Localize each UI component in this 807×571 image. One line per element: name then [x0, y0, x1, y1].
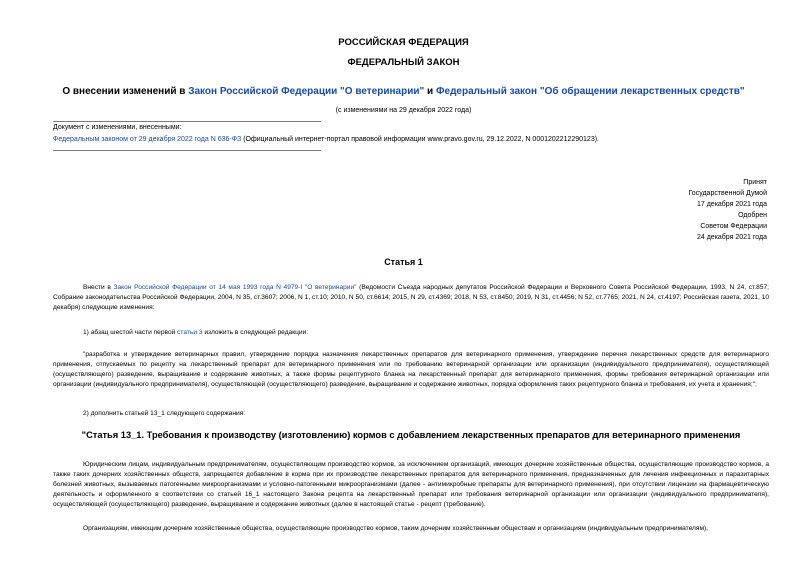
doc-note-line2 — [53, 136, 773, 143]
quoted-paragraph: "разработка и утверждение ветеринарных правил, утверждение порядка назначения лекарственных препаратов для ветеринарного применения, утверждение перечня лекарственных средств для ветеринарного применения, отпускаемых по рецепту на лекарственный препарат для ветеринарного применения или по требованию ветеринарной организации или организации (индивидуального предпринимателя), осуществляющей (осуществляющего) разведение, выращивание и содержание животных, а также формы рецептурного бланка на лекарственный препарат для ветеринарного применения, формы требования ветеринарной организации или организации (индивидуального предпринимателя), осуществляющей (осуществляющего) разведение, выращивание и содержание животных, порядка оформления таких рецептурного бланка и требования, их учета и хранения;"; — [53, 351, 769, 388]
intro-post: (Ведомости Съезда народных депутатов Российской Федерации и Верховного Совета Российской Федерации, 1993, N 24, ст.857; Собрание законодательства Российской Федерации, 2004, N 35, ст.3607; 2006, N 1, ст.10; 2010, N 50, ст.6614; 2015, N 29, ст.4369; 2018, N 53, ст.8450; 2019, N 31, ст.4456; N 52, ст.7765; 2021, N 24, ст.4197; Российская газета, 2021, 10 декабря) следующие изменения: — [53, 284, 770, 311]
divider-top — [53, 121, 321, 122]
adoption-block — [688, 177, 767, 243]
amending-law-link[interactable]: Федеральным законом от 29 декабря 2022 года N 636-ФЗ — [53, 136, 242, 143]
accepted-by: Государственной Думой — [688, 190, 767, 197]
law-title — [0, 86, 807, 97]
article-13-1-paragraph-1: Юридическим лицам, индивидуальным предпринимателям, осуществляющим производство кормов, за исключением организаций, имеющих дочерние хозяйственные общества, осуществляющие производство кормов, а также таких дочерних хозяйственных обществ, запрещается добавление в корма при их производстве лекарственных препаратов для ветеринарного применения, предназначенных для лечения инфекционных и паразитарных болезней животных, вызываемых патогенными микроорганизмами и условно-патогенными микроорганизмами (далее - антимикробные препараты для ветеринарного применения), при отсутствии лицензии на фармацевтическую деятельность и оформленного в соответствии со статьей 16_1 настоящего Закона рецепта на лекарственный препарат или требования ветеринарной организации или организации (индивидуального предпринимателя), осуществляющей (осуществляющего) разведение, выращивание и содержание животных (далее в настоящей статье - рецепт (требование). — [53, 461, 769, 508]
accepted-date: 17 декабря 2021 года — [696, 201, 767, 208]
accepted-label: Принят — [743, 179, 767, 186]
approved-label: Одобрен — [738, 212, 767, 219]
item-1 — [53, 328, 769, 338]
article-1-title: Статья 1 — [384, 257, 423, 267]
veterinary-law-link[interactable]: Закон Российской Федерации от 14 мая 1993 года N 4979-I "О ветеринарии" — [113, 284, 357, 291]
article-1-intro — [53, 283, 769, 313]
approved-by: Советом Федерации — [700, 223, 767, 230]
doc-note-line1: Документ с изменениями, внесенными: — [53, 124, 182, 131]
article-13-1-paragraph-2: Организациям, имеющим дочерние хозяйственные общества, осуществляющие производство кормов, таким дочерним хозяйственным обществам и организациям (индивидуальным предпринимателям), — [83, 525, 709, 532]
intro-pre: Внести в — [83, 284, 114, 291]
law-type-heading: ФЕДЕРАЛЬНЫЙ ЗАКОН — [347, 57, 460, 68]
item-1-pre: 1) абзац шестой части первой — [83, 329, 178, 336]
title-link-medicines-law[interactable]: Федеральный закон "Об обращении лекарственных средств" — [435, 86, 745, 97]
approved-date: 24 декабря 2021 года — [696, 234, 767, 241]
country-heading: РОССИЙСКАЯ ФЕДЕРАЦИЯ — [338, 37, 469, 48]
article-13-1-heading: "Статья 13_1. Требования к производству (изготовлению) кормов с добавлением лекарственных препаратов для ветеринарного применения — [81, 430, 741, 440]
item-1-post: изложить в следующей редакции: — [202, 329, 309, 336]
item-2: 2) дополнить статьей 13_1 следующего содержания: — [83, 410, 246, 417]
title-middle: и — [424, 86, 436, 97]
doc-note-source: (Официальный интернет-портал правовой информации www.pravo.gov.ru, 29.12.2022, N 0001202212290123). — [241, 136, 599, 143]
edition-note: (с изменениями на 29 декабря 2022 года) — [335, 107, 472, 114]
article-3-link[interactable]: статьи 3 — [177, 329, 203, 336]
title-prefix: О внесении изменений в — [62, 86, 189, 97]
title-link-veterinary-law[interactable]: Закон Российской Федерации "О ветеринарии" — [188, 86, 425, 97]
divider-bottom — [53, 150, 321, 151]
